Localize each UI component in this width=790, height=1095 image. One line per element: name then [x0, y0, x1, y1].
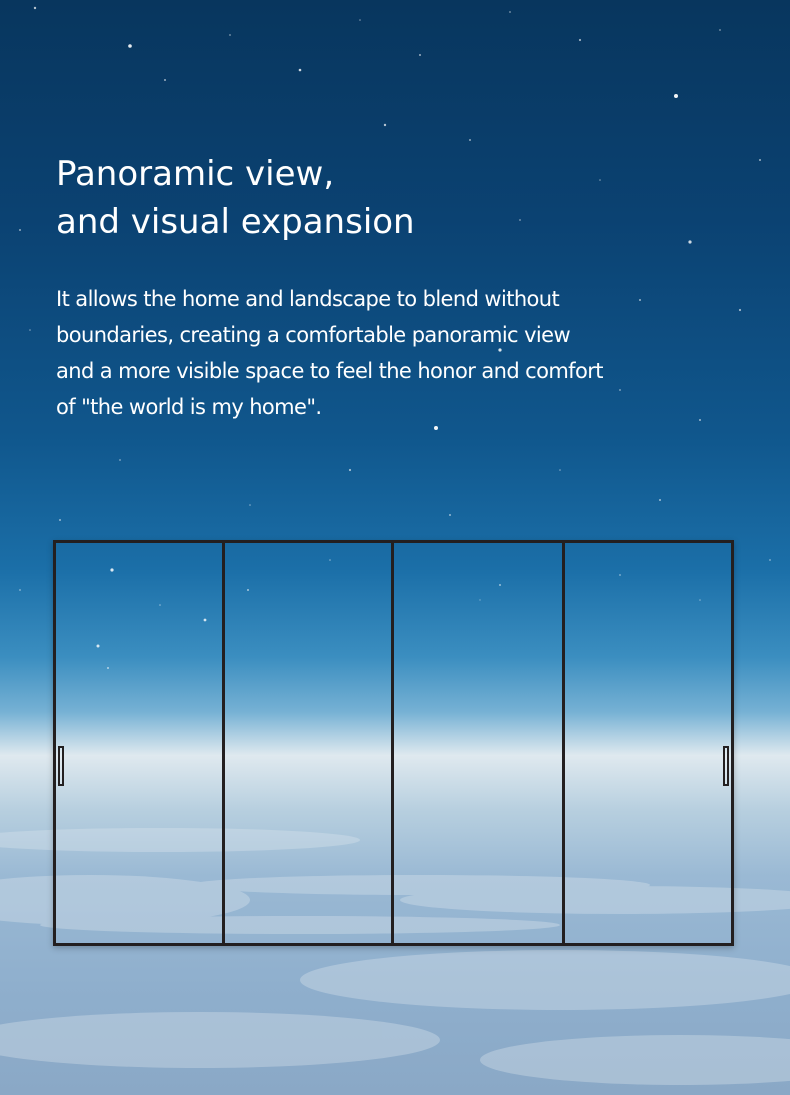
sliding-window-frame	[53, 540, 734, 946]
headline	[56, 150, 736, 246]
window-mullion-3	[562, 543, 565, 943]
description-line-2: boundaries, creating a comfortable panoramic view	[56, 323, 571, 347]
headline-line-2: and visual expansion	[56, 202, 415, 242]
description-line-1: It allows the home and landscape to blend without	[56, 287, 560, 311]
description-line-3: and a more visible space to feel the honor and comfort	[56, 359, 603, 383]
description-line-4: of "the world is my home".	[56, 395, 322, 419]
window-mullion-2	[391, 543, 394, 943]
description-paragraph	[56, 281, 736, 425]
window-mullion-1	[222, 543, 225, 943]
headline-line-1: Panoramic view,	[56, 154, 335, 194]
window-handle-right	[723, 746, 729, 786]
window-handle-left	[58, 746, 64, 786]
